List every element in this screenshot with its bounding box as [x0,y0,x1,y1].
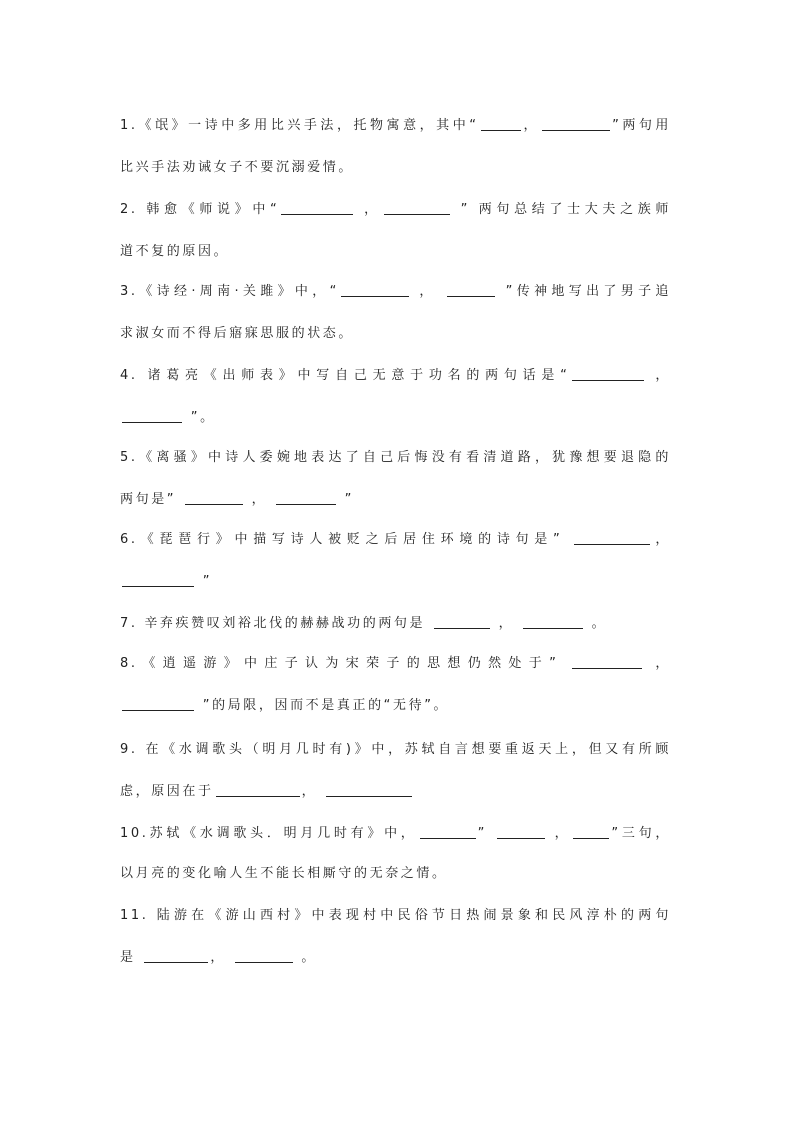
question-text: ” [337,492,355,507]
answer-blank[interactable] [481,129,521,131]
question-line [120,824,671,844]
question-text: 。 [294,950,318,965]
answer-blank[interactable] [572,667,642,669]
answer-blank[interactable] [326,795,412,797]
answer-blank[interactable] [420,837,476,839]
question-text: 是 [120,950,143,965]
question-text: 以月亮的变化喻人生不能长相厮守的无奈之情。 [120,866,448,881]
question-line [120,366,671,386]
answer-blank[interactable] [235,961,293,963]
question-text: ， [546,826,572,841]
answer-blank[interactable] [341,295,409,297]
answer-blank[interactable] [542,129,610,131]
question-text: ”。 [184,410,216,425]
question-line [120,158,671,178]
question-text: 9. 在《水调歌头（明月几时有)》中，苏轼自言想要重返天上，但又有所顾 [120,742,671,757]
question-text: 比兴手法劝诫女子不要沉溺爱情。 [120,160,355,175]
question-text: ”传神地写出了男子追 [497,284,671,299]
answer-blank[interactable] [185,503,243,505]
question-text: 3.《诗经·周南·关雎》中，“ [120,284,339,299]
question-line [120,654,671,674]
question-line [120,200,671,220]
question-line [120,614,671,634]
question-text: ， [301,784,324,799]
question-line [120,408,671,428]
question-text: 7. 辛弃疾赞叹刘裕北伐的赫赫战功的两句是 [120,616,432,631]
question-text: ， [645,368,671,383]
answer-blank[interactable] [122,585,194,587]
question-line [120,572,671,592]
answer-blank[interactable] [434,627,490,629]
question-text: ” [196,574,213,589]
answer-blank[interactable] [497,837,545,839]
question-line [120,906,671,926]
question-line [120,448,671,468]
answer-blank[interactable] [276,503,336,505]
question-line [120,530,671,550]
question-text: 11. 陆游在《游山西村》中表现村中民俗节日热闹景象和民风淳朴的两句 [120,908,671,923]
question-text: ， [210,950,233,965]
answer-blank[interactable] [572,379,644,381]
question-text: ” [477,826,495,841]
question-line [120,324,671,344]
question-text: 4. 诸葛亮《出师表》中写自己无意于功名的两句话是“ [120,368,570,383]
question-text: 10.苏轼《水调歌头．明月几时有》中， [120,826,418,841]
answer-blank[interactable] [523,627,583,629]
question-text: ”的局限，因而不是真正的“无待”。 [196,698,450,713]
question-text: 两句是” [120,492,183,507]
question-text: 求淑女而不得后寤寐思服的状态。 [120,326,355,341]
question-text: ， [244,492,274,507]
question-text: 1.《氓》一诗中多用比兴手法，托物寓意，其中“ [120,118,479,133]
answer-blank[interactable] [122,709,194,711]
question-text: 5.《离骚》中诗人委婉地表达了自己后悔没有看清道路，犹豫想要退隐的 [120,450,671,465]
answer-blank[interactable] [573,837,609,839]
answer-blank[interactable] [216,795,300,797]
question-text: ”两句用 [612,118,672,133]
question-text: 8.《逍遥游》中庄子认为宋荣子的思想仍然处于” [120,656,570,671]
question-line [120,242,671,262]
question-text: ， [643,656,671,671]
question-line [120,116,671,136]
question-text: 6.《琵琶行》中描写诗人被贬之后居住环境的诗句是” [120,532,573,547]
answer-blank[interactable] [447,295,495,297]
answer-blank[interactable] [281,213,353,215]
question-text: 2. 韩愈《师说》中“ [120,202,280,217]
question-text: ” 两句总结了士大夫之族师 [451,202,671,217]
question-line [120,282,671,302]
question-line [120,740,671,760]
question-text: 虑，原因在于 [120,784,214,799]
answer-blank[interactable] [574,543,650,545]
question-text: ， [355,202,382,217]
question-line [120,948,671,968]
question-line [120,490,671,510]
question-line [120,782,671,802]
question-text: ”三句， [611,826,671,841]
question-text: ， [410,284,446,299]
question-text: 。 [584,616,608,631]
answer-blank[interactable] [144,961,208,963]
question-text: ， [522,118,541,133]
question-text: ， [652,532,671,547]
question-line [120,864,671,884]
question-line [120,696,671,716]
answer-blank[interactable] [122,421,182,423]
question-text: 道不复的原因。 [120,244,230,259]
question-text: ， [491,616,521,631]
answer-blank[interactable] [384,213,450,215]
